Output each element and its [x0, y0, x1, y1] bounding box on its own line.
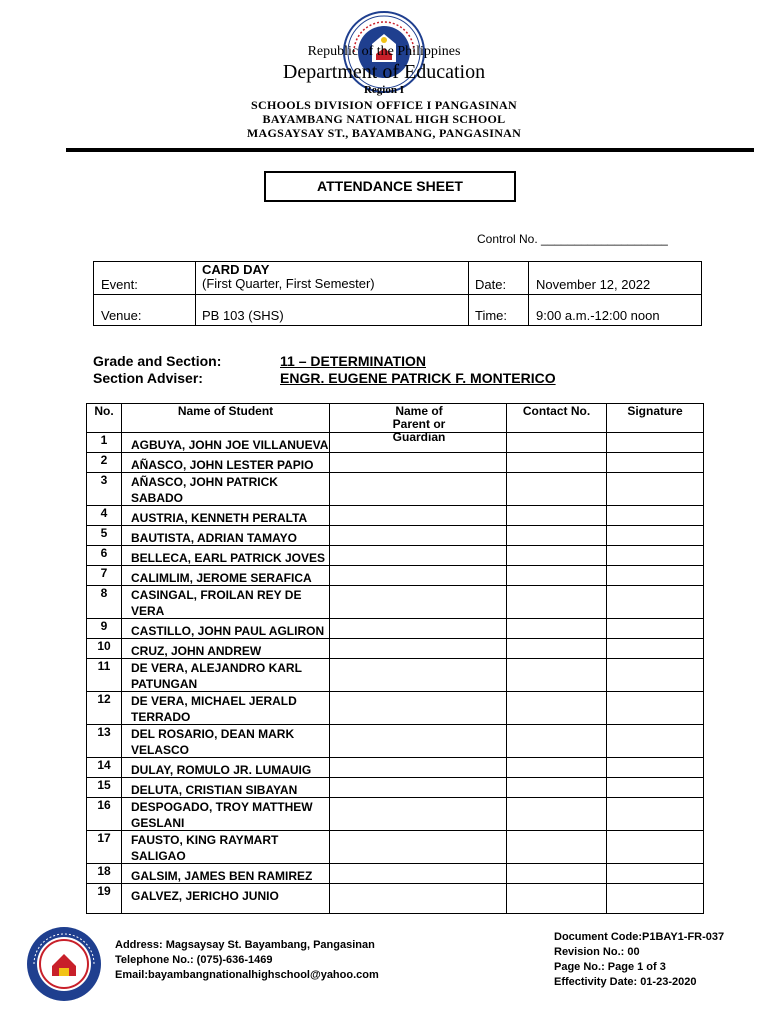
- student-name: CALIMLIM, JEROME SERAFICA: [131, 571, 312, 585]
- student-name: DELUTA, CRISTIAN SIBAYAN: [131, 783, 298, 797]
- table-row: [87, 585, 703, 619]
- student-name: DESPOGADO, TROY MATTHEW GESLANI: [131, 800, 313, 830]
- revision-number: Revision No.: 00: [554, 946, 640, 958]
- row-number: 1: [100, 433, 108, 447]
- date-label: Date:: [475, 277, 507, 292]
- school-address-heading: MAGSAYSAY ST., BAYAMBANG, PANGASINAN: [246, 126, 522, 140]
- section-adviser-label: Section Adviser:: [93, 370, 203, 386]
- row-number: 7: [100, 566, 108, 580]
- student-name: DE VERA, ALEJANDRO KARL PATUNGAN: [131, 661, 302, 691]
- region-heading: Region I: [363, 84, 405, 96]
- event-info-table: [93, 261, 702, 326]
- grade-section-value: 11 – DETERMINATION: [280, 353, 426, 369]
- footer-email: Email:bayambangnationalhighschool@yahoo.com: [115, 969, 379, 981]
- table-row: [87, 505, 703, 526]
- page-number: Page No.: Page 1 of 3: [554, 961, 666, 973]
- table-row: [87, 757, 703, 778]
- row-number: 18: [97, 864, 111, 878]
- row-number: 19: [97, 884, 111, 898]
- section-adviser-value: ENGR. EUGENE PATRICK F. MONTERICO: [280, 370, 556, 386]
- student-name: DE VERA, MICHAEL JERALD TERRADO: [131, 694, 297, 724]
- table-row: [87, 863, 703, 884]
- student-name: BELLECA, EARL PATRICK JOVES: [131, 551, 326, 565]
- row-number: 17: [97, 831, 111, 845]
- table-row: [87, 545, 703, 566]
- footer-contact-info: [115, 938, 379, 983]
- header-parent-name: Name of Parent or Guardian: [392, 404, 446, 444]
- student-attendance-table: [86, 403, 704, 914]
- venue-value: PB 103 (SHS): [202, 308, 284, 323]
- footer-telephone: Telephone No.: (075)-636-1469: [115, 954, 273, 966]
- row-number: 16: [97, 798, 111, 812]
- grade-section-label: Grade and Section:: [93, 353, 222, 369]
- event-detail: (First Quarter, First Semester): [202, 276, 375, 291]
- row-number: 3: [100, 473, 108, 487]
- time-label: Time:: [475, 308, 508, 323]
- row-number: 10: [97, 639, 111, 653]
- time-value: 9:00 a.m.-12:00 noon: [536, 308, 660, 323]
- date-value: November 12, 2022: [536, 277, 651, 292]
- republic-heading: Republic of the Philippines: [307, 44, 461, 59]
- row-number: 12: [97, 692, 111, 706]
- table-row: [87, 777, 703, 798]
- table-row: [87, 724, 703, 758]
- row-number: 15: [97, 778, 111, 792]
- division-heading: SCHOOLS DIVISION OFFICE I PANGASINAN: [251, 98, 517, 112]
- student-name: BAUTISTA, ADRIAN TAMAYO: [131, 531, 297, 545]
- header-no: No.: [94, 404, 114, 418]
- row-number: 8: [100, 586, 108, 600]
- row-number: 14: [97, 758, 111, 772]
- effectivity-date: Effectivity Date: 01-23-2020: [554, 976, 697, 988]
- document-code: Document Code:P1BAY1-FR-037: [554, 931, 725, 943]
- student-name: FAUSTO, KING RAYMART SALIGAO: [131, 833, 279, 863]
- department-heading: Department of Education: [282, 61, 486, 83]
- table-row: [87, 452, 703, 473]
- student-name: AGBUYA, JOHN JOE VILLANUEVA: [131, 438, 329, 452]
- table-row: [87, 638, 703, 659]
- event-name: CARD DAY: [202, 262, 270, 277]
- document-title: ATTENDANCE SHEET: [264, 171, 516, 202]
- student-name: DULAY, ROMULO JR. LUMAUIG: [131, 763, 312, 777]
- student-name: DEL ROSARIO, DEAN MARK VELASCO: [131, 727, 295, 757]
- table-row: [87, 830, 703, 864]
- student-name: CASTILLO, JOHN PAUL AGLIRON: [131, 624, 325, 638]
- row-number: 11: [97, 659, 111, 673]
- table-row: [87, 525, 703, 546]
- header-signature: Signature: [627, 404, 683, 418]
- table-row: [87, 565, 703, 586]
- event-label: Event:: [101, 277, 138, 292]
- student-name: GALSIM, JAMES BEN RAMIREZ: [131, 869, 313, 883]
- school-seal-logo: [26, 926, 102, 1002]
- row-number: 5: [100, 526, 108, 540]
- student-name: GALVEZ, JERICHO JUNIO: [131, 889, 279, 903]
- table-row: [87, 797, 703, 831]
- student-name: AÑASCO, JOHN LESTER PAPIO: [131, 458, 314, 472]
- row-number: 9: [100, 619, 108, 633]
- table-row: [87, 618, 703, 639]
- row-number: 2: [100, 453, 108, 467]
- row-number: 13: [97, 725, 111, 739]
- table-row: [87, 472, 703, 506]
- row-number: 6: [100, 546, 108, 560]
- header-student-name: Name of Student: [177, 404, 274, 418]
- footer-document-info: [554, 930, 724, 990]
- table-row: [87, 432, 703, 453]
- table-row: [87, 691, 703, 725]
- header-contact-no: Contact No.: [522, 404, 591, 418]
- table-row: [87, 658, 703, 692]
- table-row: [87, 883, 703, 904]
- student-name: AÑASCO, JOHN PATRICK SABADO: [131, 475, 278, 505]
- student-name: CRUZ, JOHN ANDREW: [131, 644, 262, 658]
- student-name: CASINGAL, FROILAN REY DE VERA: [131, 588, 302, 618]
- school-heading: BAYAMBANG NATIONAL HIGH SCHOOL: [262, 112, 506, 126]
- footer-address: Address: Magsaysay St. Bayambang, Pangasinan: [115, 939, 375, 951]
- header-divider: [66, 148, 754, 152]
- venue-label: Venue:: [101, 308, 142, 323]
- row-number: 4: [100, 506, 108, 520]
- student-name: AUSTRIA, KENNETH PERALTA: [131, 511, 308, 525]
- control-number-field: Control No. ___________________: [477, 232, 668, 246]
